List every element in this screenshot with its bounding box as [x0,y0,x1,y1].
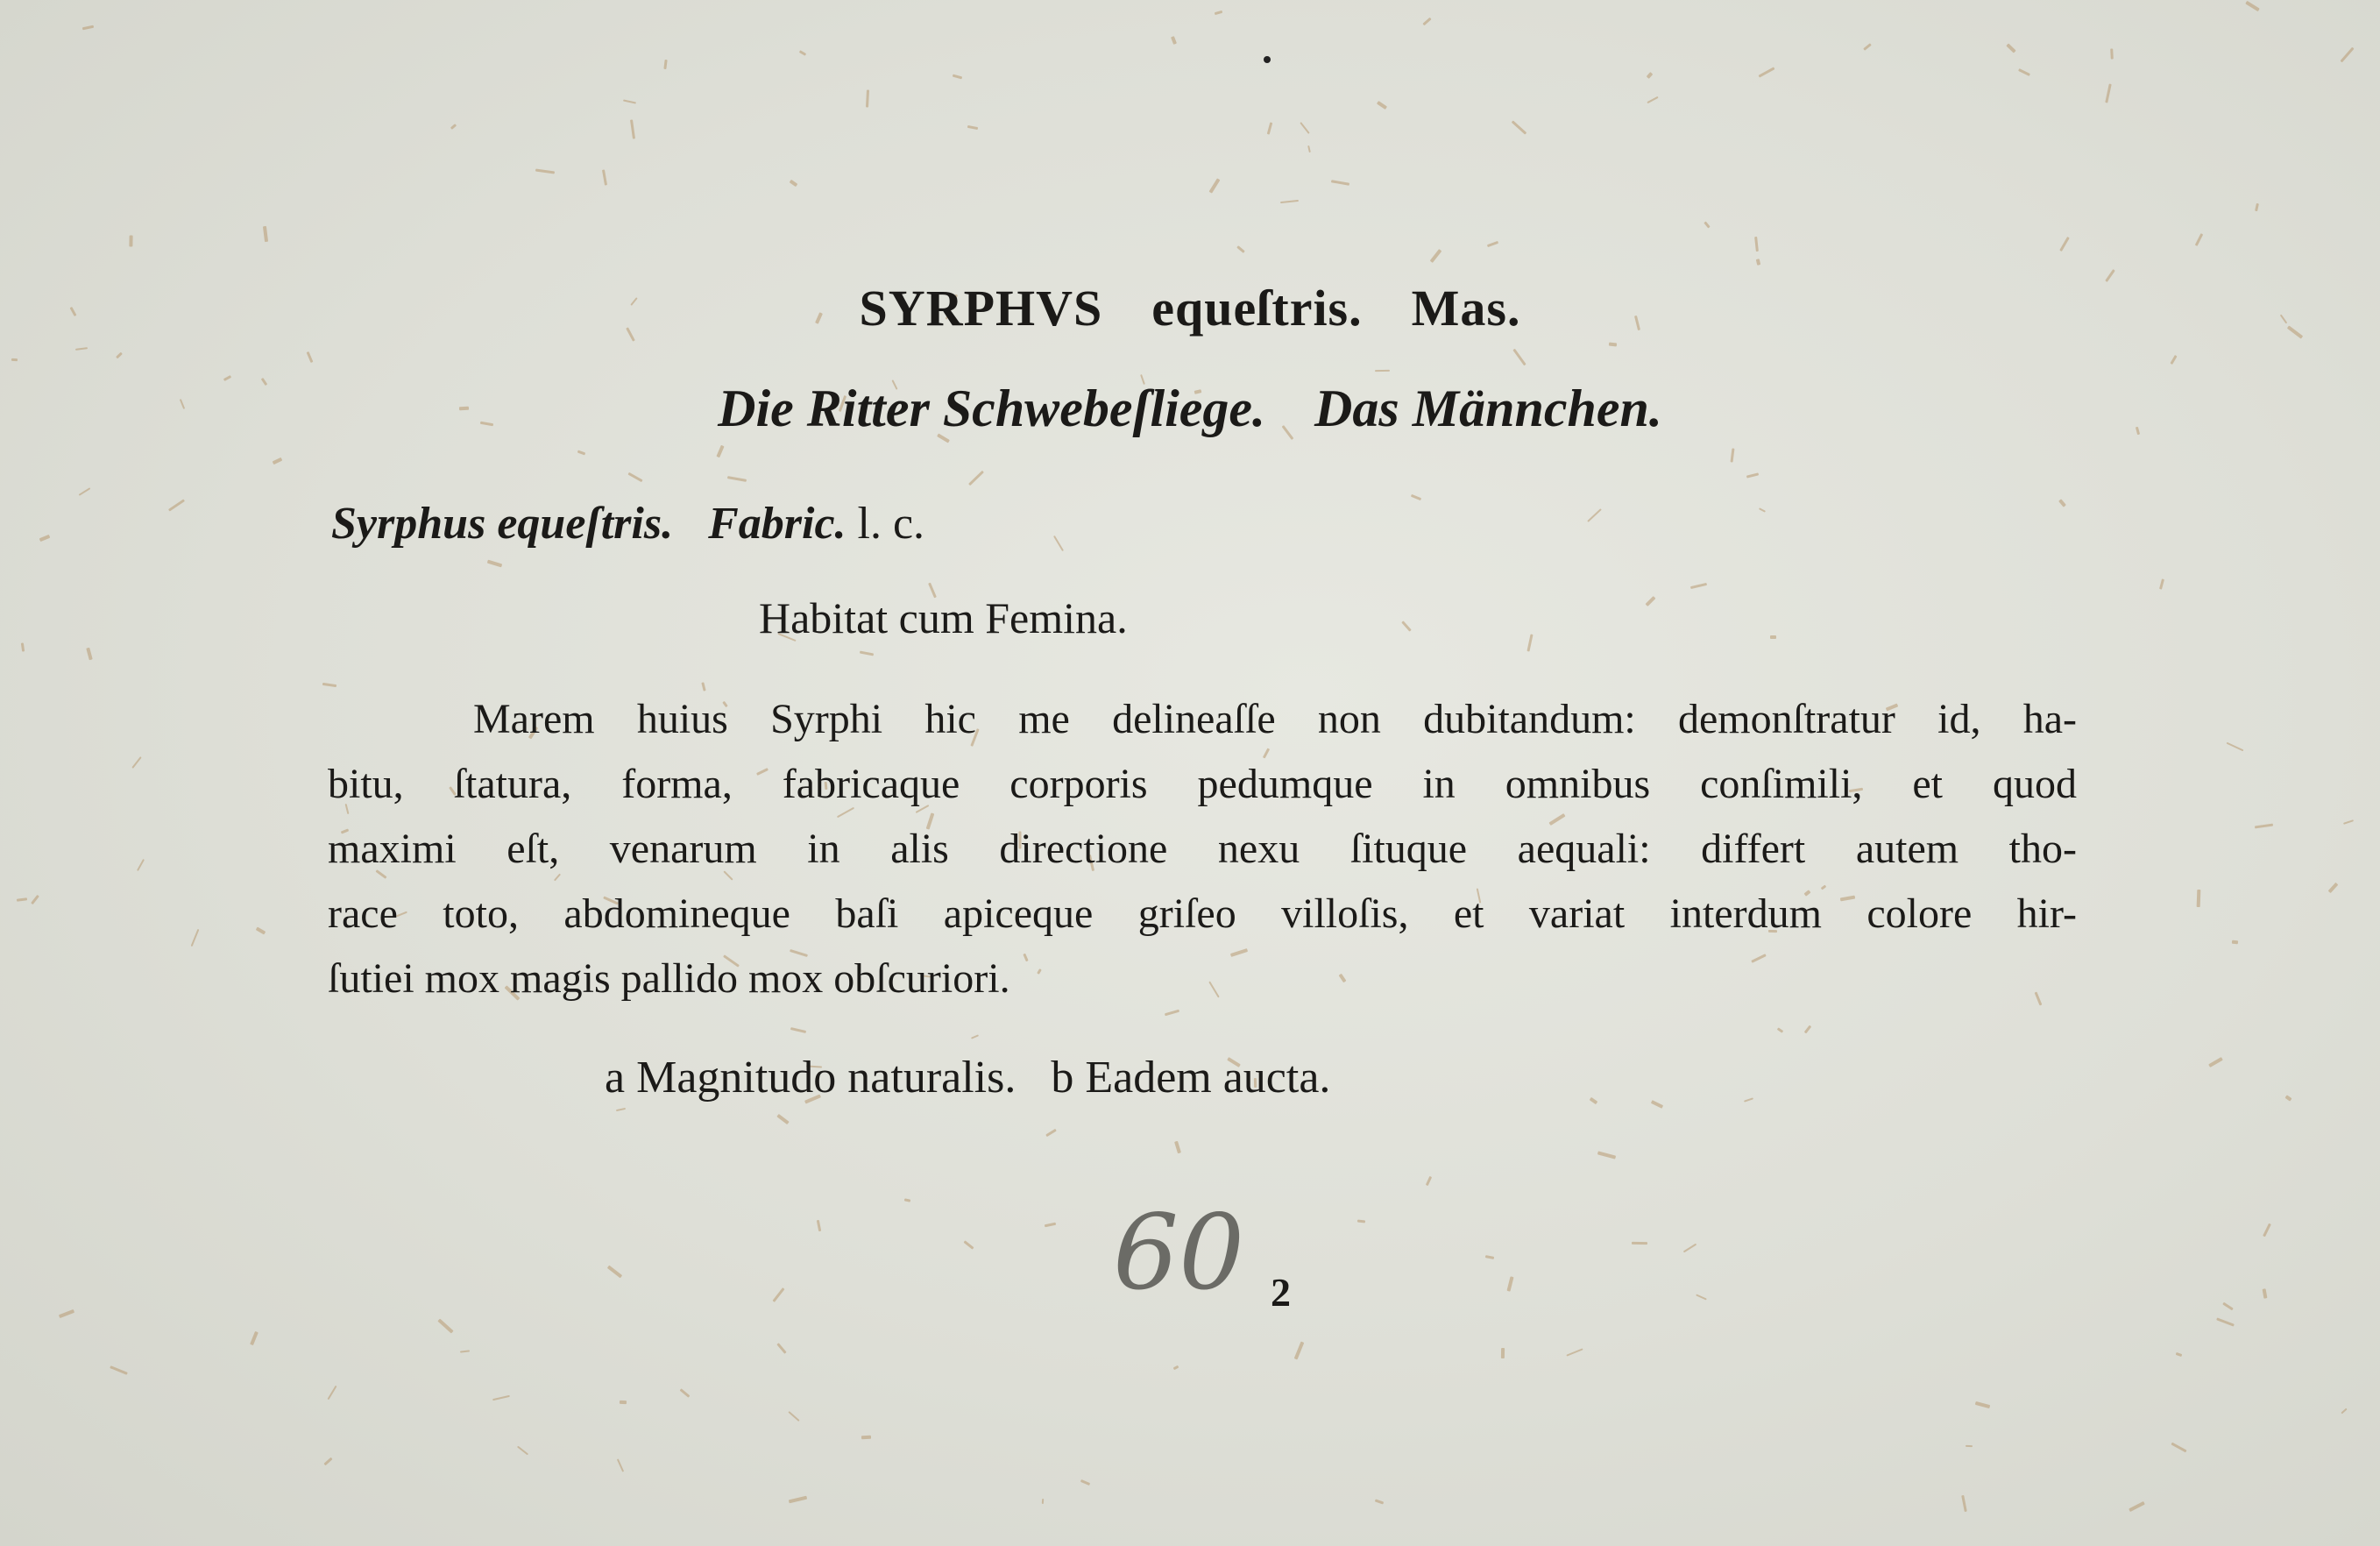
paper-fiber [790,1027,806,1033]
paper-fiber [1236,245,1245,253]
paper-fiber [866,89,869,107]
paper-fiber [727,476,747,482]
paper-fiber [328,1386,337,1400]
paper-fiber [1215,11,1222,15]
paper-fiber [11,358,18,361]
paper-fiber [1609,343,1617,347]
paper-fiber [772,1287,784,1302]
paper-fiber [59,1309,74,1318]
paper-fiber [1171,36,1177,45]
paper-fiber [577,450,585,456]
paper-fiber [1756,259,1760,266]
paper-fiber [776,1343,786,1354]
paper-fiber [1080,1479,1090,1486]
paper-fiber [2110,48,2114,59]
figure-caption [605,1052,1330,1103]
paper-fiber [2255,824,2273,829]
paper-fiber [623,99,636,103]
paper-fiber [1209,178,1221,193]
paper-fiber [1280,200,1299,203]
paper-fiber [1966,1445,1973,1447]
paper-fiber [602,169,607,185]
paper-fiber [1174,1141,1181,1154]
subtitle-sex: Das Männchen. [1314,379,1662,437]
subtitle-name: Die Ritter Schwebeſliege. [718,379,1266,437]
paper-fiber [953,74,962,80]
paper-fiber [82,25,94,31]
paper-fiber [517,1446,528,1456]
paper-fiber [967,125,978,130]
paper-fiber [817,1220,821,1231]
paper-fiber [131,756,141,769]
paper-fiber [1401,621,1412,631]
paper-fiber [1759,67,1775,77]
handwritten-page-number: 60 [1113,1192,1245,1313]
paper-fiber [1173,1365,1179,1370]
title-sex: Mas. [1411,280,1521,337]
paper-fiber [1526,634,1533,651]
paper-fiber [1759,507,1766,513]
paper-fiber [2343,819,2354,825]
habitat-line: Habitat cum Femina. [759,593,1128,642]
description-line-4: race toto, abdomineque baſi apiceque griſeo villoſis, et variat interdum colore hir- [328,890,2077,937]
description-line-2: bitu, ſtatura, forma, fabricaque corporis pedumque in omnibus conſimili, et quod [328,761,2077,807]
paper-fiber [191,929,200,947]
paper-fiber [137,859,145,871]
paper-fiber [168,499,185,511]
ink-dot [1264,56,1271,63]
paper-fiber [2216,1317,2235,1326]
paper-fiber [2232,940,2238,945]
paper-fiber [2129,1501,2145,1512]
paper-fiber [968,471,984,486]
paper-fiber [273,457,283,465]
paper-fiber [788,1411,799,1422]
paper-fiber [620,1401,627,1404]
paper-fiber [1485,1255,1494,1259]
paper-fiber [1300,122,1309,134]
paper-fiber [790,180,798,187]
paper-fiber [1597,1151,1616,1159]
paper-fiber [1053,535,1064,551]
paper-fiber [2018,68,2030,76]
paper-fiber [1804,1025,1812,1034]
paper-fiber [39,535,51,542]
paper-fiber [2159,578,2164,589]
synonym-author: Fabric. [708,499,846,549]
paper-fiber [861,1436,871,1440]
paper-fiber [1331,180,1349,186]
paper-fiber [1770,635,1776,639]
description-line-1: Marem huius Syrphi hic me delineaſſe non dubitandum: demonſtratur id, ha- [473,696,2077,742]
paper-fiber [1683,1244,1696,1253]
paper-fiber [963,1240,974,1249]
paper-fiber [799,50,806,56]
paper-fiber [1975,1401,1990,1408]
paper-fiber [2059,237,2070,252]
paper-fiber [2284,1095,2291,1101]
paper-fiber [1487,241,1498,247]
paper-fiber [617,1458,624,1472]
paper-fiber [1632,1242,1647,1245]
paper-fiber [450,124,457,130]
caption-a: a Magnitudo naturalis. [605,1053,1016,1103]
paper-fiber [2208,1057,2223,1067]
description-line-3: maximi eſt, venarum in alis directione nexu ſituque aequali: differt autem tho- [328,826,2077,872]
paper-fiber [110,1365,128,1375]
paper-fiber [492,1395,510,1401]
paper-fiber [716,445,724,457]
paper-fiber [307,351,314,363]
paper-fiber [2340,47,2354,63]
paper-fiber [1647,96,1658,103]
paper-fiber [1501,1348,1505,1358]
paper-fiber [2105,83,2112,103]
paper-fiber [17,897,27,901]
paper-fiber [2227,742,2244,752]
paper-fiber [630,119,635,138]
paper-fiber [1690,583,1707,589]
paper-fiber [776,1114,789,1124]
paper-fiber [1587,508,1602,522]
paper-fiber [460,1350,470,1352]
page-subtitle [0,379,2380,439]
paper-fiber [2006,43,2015,53]
paper-fiber [322,683,336,687]
paper-fiber [1696,1294,1707,1300]
paper-fiber [1704,221,1710,228]
synonym-ref: l. c. [857,499,925,549]
paper-fiber [256,927,266,935]
paper-fiber [263,226,268,242]
paper-fiber [627,472,642,482]
signature-mark: 2 [1271,1270,1291,1315]
paper-fiber [1744,1097,1753,1102]
paper-fiber [2195,233,2203,246]
paper-fiber [1590,1097,1598,1104]
paper-fiber [663,60,667,69]
title-species: equeſtris. [1151,280,1363,337]
synonym-line [331,498,924,550]
paper-fiber [1746,472,1759,478]
caption-b: b Eadem aucta. [1051,1053,1331,1103]
paper-fiber [2245,1,2260,11]
paper-fiber [323,1457,332,1466]
paper-fiber [2263,1223,2271,1238]
paper-fiber [1045,1223,1056,1228]
paper-fiber [1651,1100,1663,1109]
paper-fiber [971,1034,979,1039]
paper-fiber [1512,120,1527,134]
paper-fiber [1267,122,1273,134]
title-genus: SYRPHVS [859,280,1103,337]
paper-fiber [129,235,132,246]
paper-fiber [2255,203,2259,211]
paper-fiber [616,1108,626,1111]
paper-fiber [1430,249,1442,263]
paper-fiber [1042,1499,1044,1504]
paper-fiber [1566,1348,1583,1356]
paper-fiber [116,352,123,359]
paper-fiber [1357,1220,1365,1223]
paper-fiber [1754,237,1759,252]
paper-fiber [1507,1276,1514,1291]
paper-fiber [31,895,39,904]
paper-fiber [1863,43,1872,51]
page-title [0,279,2380,337]
paper-fiber [904,1198,910,1202]
paper-fiber [535,168,555,174]
paper-fiber [250,1331,259,1345]
paper-fiber [79,487,91,496]
paper-fiber [86,648,92,661]
paper-fiber [1411,494,1421,500]
paper-fiber [1645,596,1655,606]
paper-fiber [2263,1288,2268,1299]
paper-fiber [2170,355,2177,365]
paper-fiber [1422,18,1431,25]
paper-fiber [860,651,874,656]
paper-fiber [1426,1176,1432,1186]
paper-fiber [1377,101,1387,110]
paper-fiber [437,1318,453,1333]
paper-fiber [789,1496,807,1504]
paper-fiber [1777,1027,1783,1032]
paper-fiber [1647,72,1654,79]
paper-fiber [1045,1129,1057,1137]
paper-fiber [2328,883,2339,893]
paper-fiber [2222,1302,2234,1311]
description-line-5: ſutiei mox magis pallido mox obſcuriori. [328,955,1010,1002]
paper-fiber [487,560,502,568]
paper-fiber [1307,145,1311,152]
paper-fiber [1375,370,1390,372]
paper-fiber [1961,1495,1967,1512]
paper-fiber [1294,1342,1305,1360]
paper-fiber [2176,1352,2183,1357]
paper-fiber [1731,448,1735,462]
paper-fiber [680,1388,691,1398]
paper-fiber [2197,890,2201,907]
paper-fiber [2341,1408,2347,1415]
paper-fiber [2058,499,2066,507]
paper-fiber [1512,349,1526,366]
paper-fiber [21,642,25,651]
paper-fiber [75,347,88,351]
synonym-name: Syrphus equeſtris. [331,499,674,549]
paper-fiber [607,1266,622,1279]
paper-fiber [2171,1443,2186,1453]
paper-fiber [1375,1499,1384,1504]
